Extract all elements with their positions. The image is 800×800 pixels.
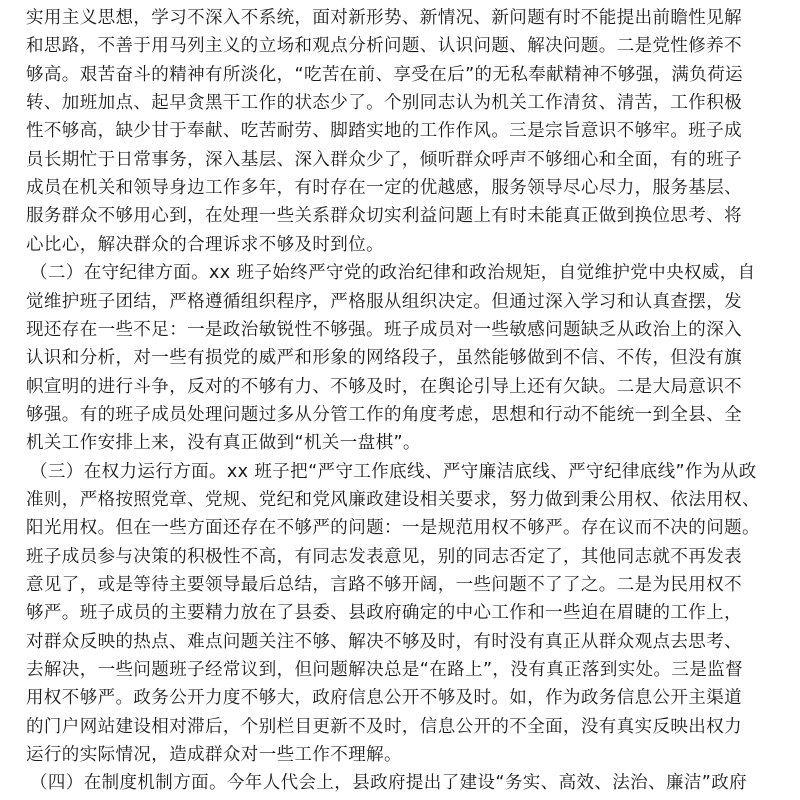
text-line: 阳光用权。但在一些方面还存在不够严的问题：一是规范用权不够严。存在议而不决的问题。	[26, 518, 760, 539]
text-line: 用权不够严。政务公开力度不够大，政府信息公开不够及时。如，作为政务信息公开主渠道	[26, 688, 742, 709]
text-line: 够高。艰苦奋斗的精神有所淡化，“吃苦在前、享受在后”的无私奉献精神不够强，满负荷运	[26, 64, 744, 85]
text-line: 运行的实际情况，造成群众对一些工作不理解。	[26, 745, 402, 766]
text-line: 帜宣明的进行斗争，反对的不够有力、不够及时，在舆论引导上还有欠缺。二是大局意识不	[26, 376, 742, 397]
text-line: 和思路，不善于用马列主义的立场和观点分析问题、认识问题、解决问题。二是党性修养不	[26, 36, 742, 57]
text-line: 的门户网站建设相对滞后，个别栏目更新不及时，信息公开的不全面，没有真实反映出权力	[26, 716, 742, 737]
text-line: 准则，严格按照党章、党规、党纪和党风廉政建设相关要求，努力做到秉公用权、依法用权、	[26, 489, 760, 510]
paragraph-heading-line: （三）在权力运行方面。xx 班子把“严守工作底线、严守廉洁底线、严守纪律底线”作为从政	[30, 461, 757, 482]
text-line: 服务群众不够用心到，在处理一些关系群众切实利益问题上有时未能真正做到换位思考、将	[26, 206, 742, 227]
text-line: 转、加班加点、起早贪黑干工作的状态少了。个别同志认为机关工作清贫、清苦，工作积极	[26, 93, 742, 114]
text-line: 够强。有的班子成员处理问题过多从分管工作的角度考虑，思想和行动不能统一到全县、全	[26, 404, 742, 425]
text-line: 够严。班子成员的主要精力放在了县委、县政府确定的中心工作和一些迫在眉睫的工作上，	[26, 603, 742, 624]
text-line: 班子成员参与决策的积极性不高，有同志发表意见，别的同志否定了，其他同志就不再发表	[26, 546, 742, 567]
text-line: 觉维护班子团结，严格遵循组织程序，严格服从组织决定。但通过深入学习和认真查摆，发	[26, 291, 742, 312]
text-line: 成员在机关和领导身边工作多年，有时存在一定的优越感，服务领导尽心尽力，服务基层、	[26, 178, 742, 199]
text-line: 员长期忙于日常事务，深入基层、深入群众少了，倾听群众呼声不够细心和全面，有的班子	[26, 149, 742, 170]
paragraph-heading-line: （二）在守纪律方面。xx 班子始终严守党的政治纪律和政治规矩，自觉维护党中央权威，自	[30, 263, 756, 284]
text-line: 实用主义思想，学习不深入不系统，面对新形势、新情况、新问题有时不能提出前瞻性见解	[26, 8, 742, 28]
text-line: 现还存在一些不足：一是政治敏锐性不够强。班子成员对一些敏感问题缺乏从政治上的深入	[26, 319, 742, 340]
text-line: 机关工作安排上来，没有真正做到“机关一盘棋”。	[26, 433, 421, 454]
text-line: 认识和分析，对一些有损党的威严和形象的网络段子，虽然能够做到不信、不传，但没有旗	[26, 348, 742, 369]
text-line: 意见了，或是等待主要领导最后总结，言路不够开阔，一些问题不了了之。二是为民用权不	[26, 575, 742, 595]
text-line: 心比心，解决群众的合理诉求不够及时到位。	[26, 234, 384, 255]
text-line: 性不够高，缺少甘于奉献、吃苦耐劳、脚踏实地的工作作风。三是宗旨意识不够牢。班子成	[26, 121, 742, 142]
text-line: 对群众反映的热点、难点问题关注不够、解决不够及时，有时没有真正从群众观点去思考、	[26, 631, 742, 652]
text-line: 去解决，一些问题班子经常议到，但问题解决总是“在路上”，没有真正落到实处。三是监督	[26, 660, 744, 681]
paragraph-heading-line: （四）在制度机制方面。今年人代会上，县政府提出了建设“务实、高效、法治、廉洁”政府	[30, 773, 748, 794]
